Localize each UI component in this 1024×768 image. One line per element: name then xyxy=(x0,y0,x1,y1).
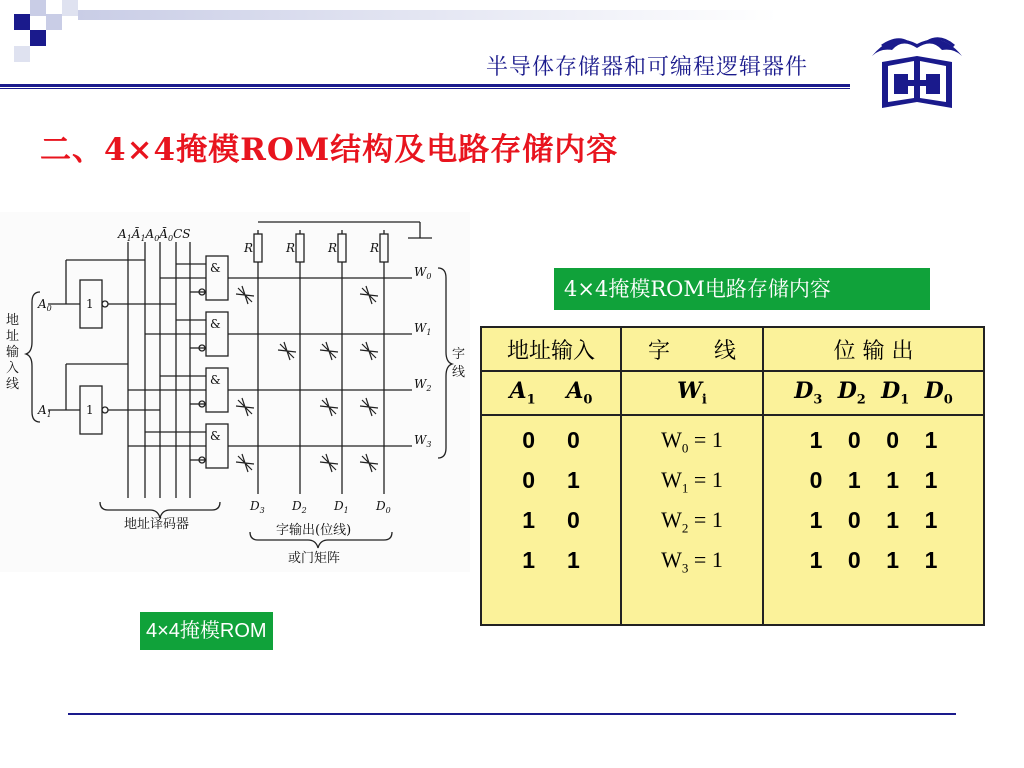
svg-text:W0: $W_0$ xyxy=(414,265,432,281)
diagram-caption: 4×4掩模ROM xyxy=(140,612,273,650)
corner-square-2 xyxy=(30,0,46,16)
address-column xyxy=(481,415,621,625)
svg-text:字输出(位线): 字输出(位线) xyxy=(276,523,352,538)
word-value: $W_0 = 1$ xyxy=(661,427,723,456)
bit-output-value: 1 0 0 1 xyxy=(809,427,938,453)
svg-text:&: & xyxy=(210,261,221,275)
svg-text:1: 1 xyxy=(86,297,94,311)
svg-text:W1: $W_1$ xyxy=(414,321,432,337)
header-address-input: 地址输入 xyxy=(481,327,621,371)
table-subheader-row xyxy=(481,371,984,415)
bit-output-value: 1 0 1 1 xyxy=(809,507,938,533)
svg-text:1: 1 xyxy=(86,403,94,417)
svg-text:&: & xyxy=(210,373,221,387)
svg-text:输: 输 xyxy=(6,345,20,360)
storage-content-table xyxy=(480,326,985,626)
word-column xyxy=(621,415,763,625)
svg-text:或门矩阵: 或门矩阵 xyxy=(288,551,341,566)
svg-text:字: 字 xyxy=(452,347,466,362)
subheader-word: $W_i$ xyxy=(621,371,763,415)
address-value: 1 0 xyxy=(522,507,580,533)
table-body-row xyxy=(481,415,984,625)
bit-output-value: 0 1 1 1 xyxy=(809,467,938,493)
svg-text:D3: $D_3$ xyxy=(250,499,265,515)
svg-text:址: 址 xyxy=(6,329,20,344)
header-word-line: 字 线 xyxy=(621,327,763,371)
bits-column xyxy=(763,415,984,625)
corner-square-5 xyxy=(62,0,78,16)
svg-text:地: 地 xyxy=(6,313,20,328)
header-title: 半导体存储器和可编程逻辑器件 xyxy=(485,55,808,80)
subheader-bits: $D_3$ $D_2$ $D_1$ $D_0$ xyxy=(763,371,984,415)
table-caption: 4×4掩模ROM电路存储内容 xyxy=(554,268,930,310)
header-rule-thin xyxy=(0,88,850,89)
svg-text:入: 入 xyxy=(6,361,20,376)
slide-title: 二、4×4掩模ROM结构及电路存储内容 xyxy=(40,132,619,168)
corner-square-4 xyxy=(30,30,46,46)
svg-text:A1: $A_1$ xyxy=(38,403,52,419)
svg-text:R: R xyxy=(370,241,380,255)
corner-square-1 xyxy=(14,14,30,30)
header-gradient-bar xyxy=(78,10,778,20)
subheader-address: $A_1$ $A_0$ xyxy=(481,371,621,415)
svg-text:D1: $D_1$ xyxy=(334,499,349,515)
word-value: $W_3 = 1$ xyxy=(661,547,723,576)
table-header-row xyxy=(481,327,984,371)
address-value: 0 0 xyxy=(522,427,580,453)
header-bit-output: 位 输 出 xyxy=(763,327,984,371)
svg-text:W3: $W_3$ xyxy=(414,433,432,449)
address-value: 1 1 xyxy=(522,547,580,573)
svg-text:D0: $D_0$ xyxy=(376,499,391,515)
svg-text:线: 线 xyxy=(6,377,20,392)
svg-text:A1Ā1A0Ā0CS: $A_1Ā_1A_0Ā_0CS$ xyxy=(118,227,191,243)
word-value: $W_1 = 1$ xyxy=(661,467,723,496)
footer-rule xyxy=(68,713,956,715)
bit-output-value: 1 0 1 1 xyxy=(809,547,938,573)
corner-square-3 xyxy=(46,14,62,30)
word-value: $W_2 = 1$ xyxy=(661,507,723,536)
svg-text:R: R xyxy=(328,241,338,255)
address-value: 0 1 xyxy=(522,467,580,493)
svg-text:A0: $A_0$ xyxy=(38,297,52,313)
svg-text:D2: $D_2$ xyxy=(292,499,307,515)
svg-text:地址译码器: 地址译码器 xyxy=(124,517,190,532)
header-rule xyxy=(0,84,850,87)
corner-square-6 xyxy=(14,46,30,62)
rom-circuit-diagram xyxy=(0,212,470,572)
svg-text:&: & xyxy=(210,429,221,443)
svg-text:线: 线 xyxy=(452,365,466,380)
university-logo-icon xyxy=(862,26,972,116)
svg-text:&: & xyxy=(210,317,221,331)
svg-text:R: R xyxy=(286,241,296,255)
svg-text:W2: $W_2$ xyxy=(414,377,432,393)
svg-text:R: R xyxy=(244,241,254,255)
